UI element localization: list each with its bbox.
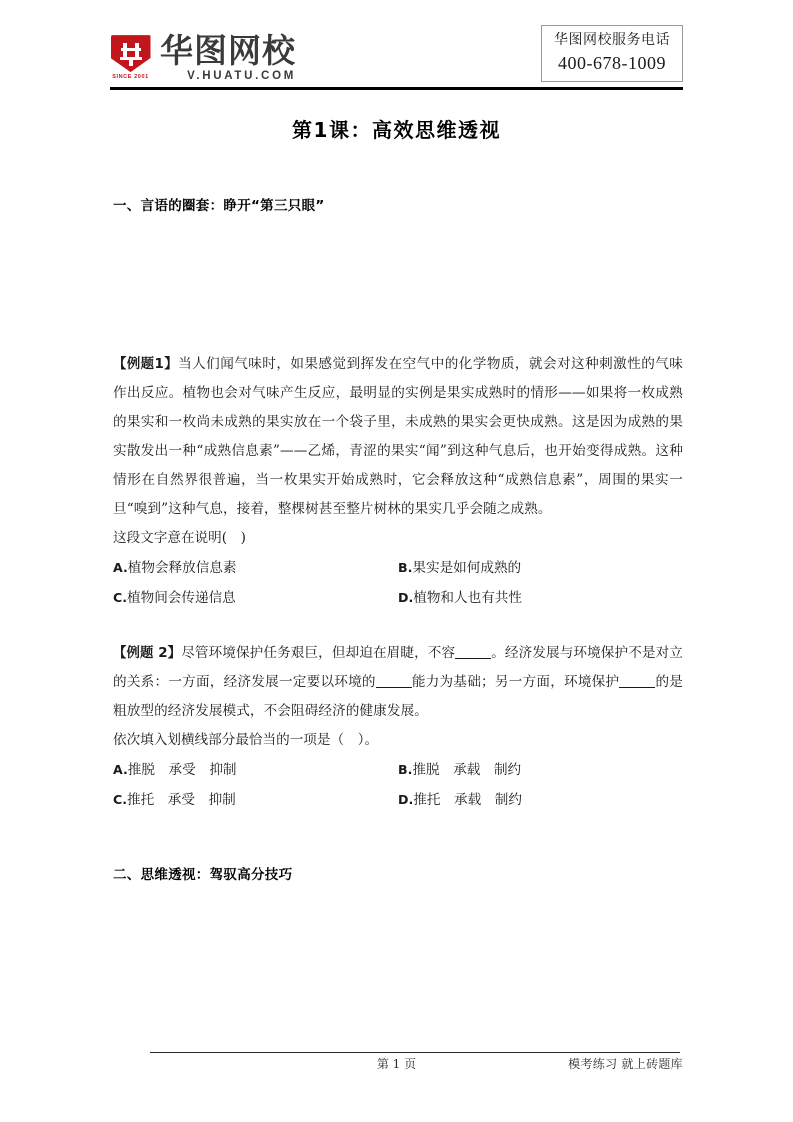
option-b-tag: B. — [398, 761, 413, 777]
option-row — [113, 785, 683, 815]
option-d-label: 植物和人也有共性 — [413, 589, 522, 606]
option-c-tag: C. — [113, 589, 128, 605]
question-1-prompt: 这段文字意在说明( ) — [113, 529, 246, 546]
section-1-blank-area — [113, 218, 683, 350]
page-number: 第 1 页 — [376, 1057, 417, 1071]
option-d-label: 推托 承载 制约 — [413, 791, 522, 808]
page-footer — [110, 1055, 683, 1079]
service-phone-title: 华图网校服务电话 — [554, 32, 670, 48]
since-label: SINCE 2001 — [112, 74, 149, 81]
option-b[interactable] — [398, 755, 683, 785]
question-1-body: 当人们闻气味时，如果感觉到挥发在空气中的化学物质，就会对这种刺激性的气味作出反应。植物也会对气味产生反应，最明显的实例是果实成熟时的情形——如果将一枚成熟的果实和一枚尚未成熟的果实放在一个袋子里，未成熟的果实会更快成熟。这是因为成熟的果实散发出一种“成熟信息素”——乙烯，青涩的果实“闻”到这种气息后，也开始变得成熟。这种情形在自然界很普遍，当一枚果实开始成熟时，它会释放这种“成熟信息素”，周围的果实一旦“嗅到”这种气息，接着，整棵树甚至整片树林的果实几乎会随之成熟。 — [113, 355, 683, 517]
option-a-tag: A. — [113, 761, 128, 777]
fill-blank-3 — [619, 687, 655, 688]
option-c[interactable] — [113, 583, 398, 613]
service-phone-box — [541, 25, 683, 82]
page-header — [110, 24, 683, 86]
option-d-tag: D. — [398, 589, 414, 605]
brand-text — [160, 31, 296, 82]
section-heading-2: 二、思维透视：驾驭高分技巧 — [113, 866, 293, 883]
brand-name-cn: 华图网校 — [160, 31, 296, 70]
option-a-tag: A. — [113, 559, 128, 575]
option-row — [113, 755, 683, 785]
question-2-body-2: 。经济发展与环境保护不是对立的关系：一方面，经济发展一定要以环境的 — [113, 644, 683, 690]
question-2-prompt: 依次填入划横线部分最恰当的一项是（ ）。 — [113, 731, 379, 748]
document-body — [113, 196, 683, 886]
question-spacer — [113, 613, 683, 639]
option-d-tag: D. — [398, 791, 414, 807]
option-d[interactable] — [398, 583, 683, 613]
question-2-options — [113, 755, 683, 815]
section-heading-1: 一、言语的圈套：睁开“第三只眼” — [113, 198, 325, 214]
option-c-label: 植物间会传递信息 — [127, 589, 236, 606]
question-2-lead: 【例题 2】 — [113, 645, 182, 661]
question-1-text — [113, 350, 683, 524]
question-2-body-1: 尽管环境保护任务艰巨，但却迫在眉睫，不容 — [181, 644, 456, 661]
option-b-label: 推脱 承载 制约 — [412, 761, 522, 778]
option-c[interactable] — [113, 785, 398, 815]
shield-body — [111, 35, 151, 72]
service-phone-number: 400-678-1009 — [558, 52, 666, 73]
option-b-tag: B. — [398, 559, 413, 575]
question-2-body-4: 的是粗放型的经济发展模式，不会阻碍经济的健康发展。 — [113, 673, 684, 719]
option-a-label: 推脱 承受 抑制 — [127, 761, 237, 778]
section-spacer — [113, 815, 683, 865]
option-d[interactable] — [398, 785, 683, 815]
fill-blank-1 — [455, 658, 491, 659]
page-title: 第1课：高效思维透视 — [292, 118, 501, 142]
question-1-options — [113, 553, 683, 613]
option-row — [113, 583, 683, 613]
brand-name-en: V.HUATU.COM — [187, 69, 296, 82]
option-a[interactable] — [113, 755, 398, 785]
question-1-lead: 【例题1】 — [113, 356, 179, 372]
option-c-label: 推托 承受 抑制 — [127, 791, 236, 808]
brand-logo — [110, 24, 296, 82]
footer-divider — [150, 1052, 680, 1053]
huatu-monogram-icon — [119, 42, 143, 66]
option-b[interactable] — [398, 553, 683, 583]
option-a[interactable] — [113, 553, 398, 583]
option-c-tag: C. — [113, 791, 128, 807]
fill-blank-2 — [376, 687, 412, 688]
option-b-label: 果实是如何成熟的 — [412, 559, 522, 576]
option-row — [113, 553, 683, 583]
question-2-body-3: 能力为基础；另一方面，环境保护 — [411, 673, 620, 690]
footer-slogan: 模考练习 就上砖题库 — [568, 1057, 683, 1071]
header-divider — [110, 87, 683, 90]
shield-logo-icon — [110, 35, 151, 81]
option-a-label: 植物会释放信息素 — [127, 559, 237, 576]
question-2-text — [113, 639, 683, 726]
